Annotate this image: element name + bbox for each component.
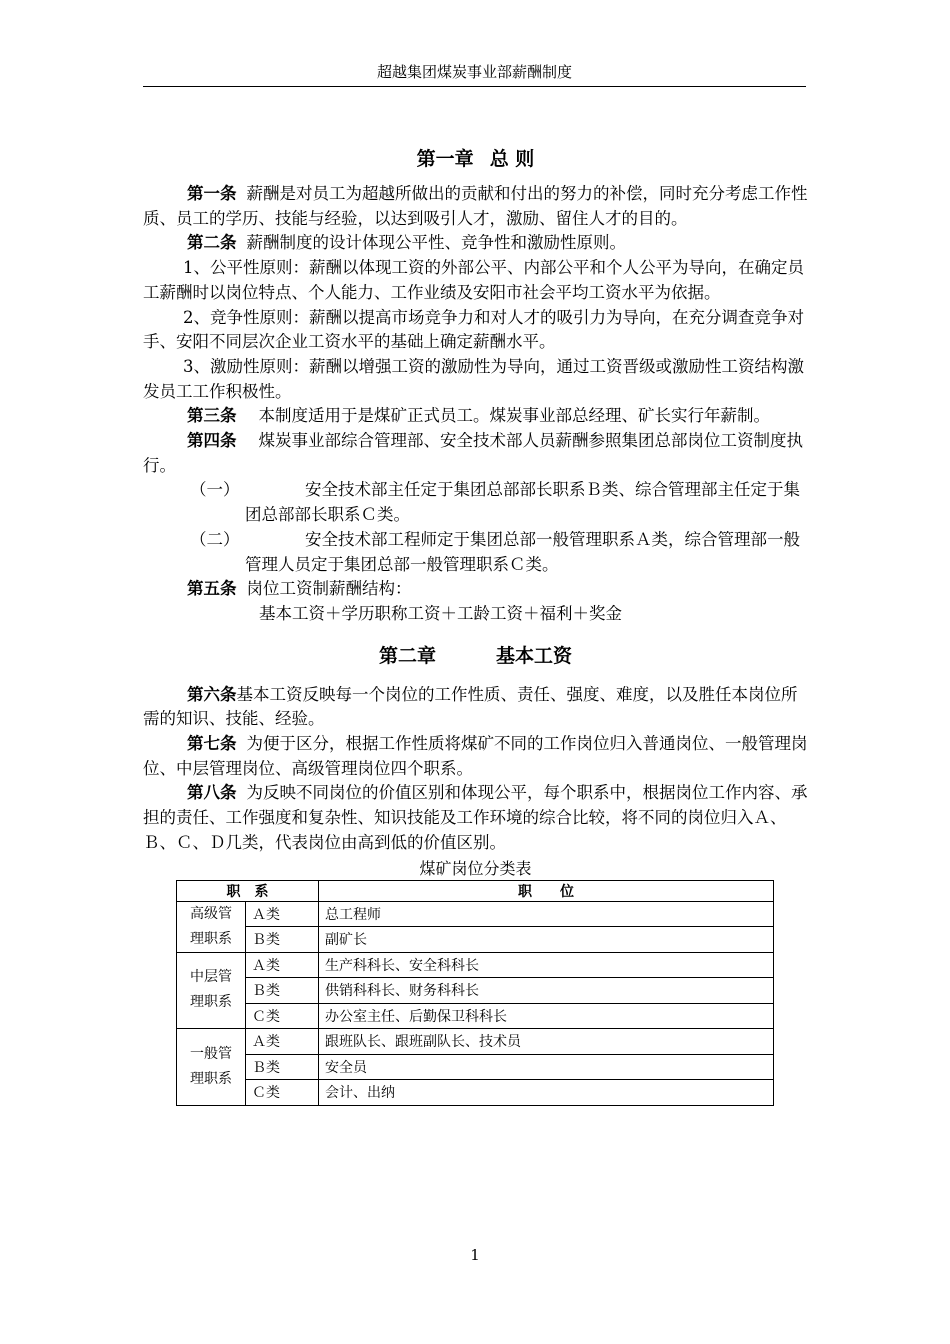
article-4-text: 煤炭事业部综合管理部、安全技术部人员薪酬参照集团总部岗位工资制度执行。 [143, 431, 803, 475]
article-4-label: 第四条 [187, 431, 237, 451]
article-8-text: 为反映不同岗位的价值区别和体现公平，每个职系中，根据岗位工作内容、承担的责任、工作强度和复杂性、知识技能及工作环境的综合比较，将不同的岗位归入Ａ、Ｂ、Ｃ、Ｄ几类，代表岗位由高到低的价值区别。 [143, 783, 808, 852]
position-cell: 跟班队长、跟班副队长、技术员 [319, 1029, 774, 1055]
article-3-label: 第三条 [187, 406, 237, 426]
article-1-label: 第一条 [187, 184, 237, 203]
category-name-line1: 一般管 [190, 1045, 232, 1062]
position-cell: 安全员 [319, 1054, 774, 1080]
table-row [177, 1054, 774, 1080]
position-cell: 副矿长 [319, 927, 774, 953]
category-general-management [177, 1029, 246, 1106]
page-number: 1 [470, 1246, 480, 1264]
article-4 [143, 429, 808, 478]
category-name-line2: 理职系 [190, 1070, 232, 1087]
article-1-text: 薪酬是对员工为超越所做出的贡献和付出的努力的补偿，同时充分考虑工作性质、员工的学历、技能与经验，以达到吸引人才，激励、留住人才的目的。 [143, 184, 808, 228]
class-cell: Ｃ类 [246, 1080, 319, 1106]
table-row [177, 952, 774, 978]
category-name-line2: 理职系 [190, 930, 232, 947]
article-5 [143, 577, 808, 602]
article-6-text: 基本工资反映每一个岗位的工作性质、责任、强度、难度，以及胜任本岗位所需的知识、技能、经验。 [143, 684, 798, 729]
item-text: 安全技术部工程师定于集团总部一般管理职系Ａ类，综合管理部一般管理人员定于集团总部一般管理职系Ｃ类。 [245, 529, 800, 574]
chapter-2-name: 基本工资 [496, 644, 573, 667]
table-header-row [177, 880, 774, 901]
principle-competitiveness: 2、竞争性原则：薪酬以提高市场竞争力和对人才的吸引力为导向，在充分调查竞争对手、安阳不同层次企业工资水平的基础上确定薪酬水平。 [143, 307, 804, 352]
table-row [177, 1029, 774, 1055]
table-row [177, 978, 774, 1004]
category-name-line2: 理职系 [190, 994, 232, 1011]
chapter-2-title [143, 641, 808, 671]
class-cell: Ｂ类 [246, 978, 319, 1004]
category-middle-management [177, 952, 246, 1029]
document-body [143, 144, 808, 1106]
table-title: 煤矿岗位分类表 [419, 858, 532, 878]
article-4-item-1 [143, 478, 808, 527]
position-cell: 供销科科长、财务科科长 [319, 978, 774, 1004]
article-5-label: 第五条 [187, 579, 237, 599]
column-header-position: 职 位 [319, 880, 774, 901]
category-name-line1: 中层管 [190, 969, 232, 986]
position-cell: 总工程师 [319, 901, 774, 927]
page-header: 超越集团煤炭事业部薪酬制度 [376, 63, 572, 81]
position-cell: 办公室主任、后勤保卫科科长 [319, 1003, 774, 1029]
article-7-label: 第七条 [187, 734, 237, 754]
class-cell: Ｃ类 [246, 1003, 319, 1029]
table-row [177, 901, 774, 927]
class-cell: Ｂ类 [246, 1054, 319, 1080]
article-8-label: 第八条 [187, 783, 237, 803]
category-name-line1: 高级管 [190, 905, 232, 922]
category-senior-management [177, 901, 246, 952]
header-rule [143, 86, 806, 87]
article-8 [143, 781, 808, 855]
principle-fairness: 1、公平性原则：薪酬以体现工资的外部公平、内部公平和个人公平为导向，在确定员工薪酬时以岗位特点、个人能力、工作业绩及安阳市社会平均工资水平为依据。 [143, 258, 804, 302]
class-cell: Ａ类 [246, 901, 319, 927]
chapter-1-number: 第一章 [416, 148, 474, 170]
item-number: （二） [190, 529, 240, 549]
item-number: （一） [190, 480, 240, 500]
article-2-label: 第二条 [187, 233, 237, 253]
article-5-text: 岗位工资制薪酬结构： [246, 579, 412, 599]
article-3 [143, 404, 808, 429]
article-4-item-2 [143, 528, 808, 577]
item-text: 安全技术部主任定于集团总部部长职系Ｂ类、综合管理部主任定于集团总部部长职系Ｃ类。 [245, 480, 800, 525]
article-6-label: 第六条 [187, 684, 237, 704]
article-1 [143, 182, 808, 231]
principle-incentive: 3、激励性原则：薪酬以增强工资的激励性为导向，通过工资晋级或激励性工资结构激发员工工作积极性。 [143, 356, 804, 401]
position-classification-table [176, 880, 774, 1106]
class-cell: Ａ类 [246, 1029, 319, 1055]
article-3-text: 本制度适用于是煤矿正式员工。煤炭事业部总经理、矿长实行年薪制。 [258, 406, 770, 426]
salary-formula: 基本工资＋学历职称工资＋工龄工资＋福利＋奖金 [259, 603, 622, 623]
chapter-2-number: 第二章 [378, 644, 436, 667]
article-7-text: 为便于区分，根据工作性质将煤矿不同的工作岗位归入普通岗位、一般管理岗位、中层管理岗位、高级管理岗位四个职系。 [143, 734, 808, 778]
table-row [177, 927, 774, 953]
chapter-1-name: 总 则 [489, 148, 535, 170]
table-row [177, 1003, 774, 1029]
article-6 [143, 683, 808, 732]
table-row [177, 1080, 774, 1106]
position-cell: 会计、出纳 [319, 1080, 774, 1106]
column-header-category: 职 系 [177, 880, 319, 901]
chapter-1-title [143, 144, 808, 174]
article-2 [143, 231, 808, 256]
class-cell: Ａ类 [246, 952, 319, 978]
position-cell: 生产科科长、安全科科长 [319, 952, 774, 978]
article-7 [143, 732, 808, 781]
class-cell: Ｂ类 [246, 927, 319, 953]
article-2-text: 薪酬制度的设计体现公平性、竞争性和激励性原则。 [246, 233, 626, 253]
